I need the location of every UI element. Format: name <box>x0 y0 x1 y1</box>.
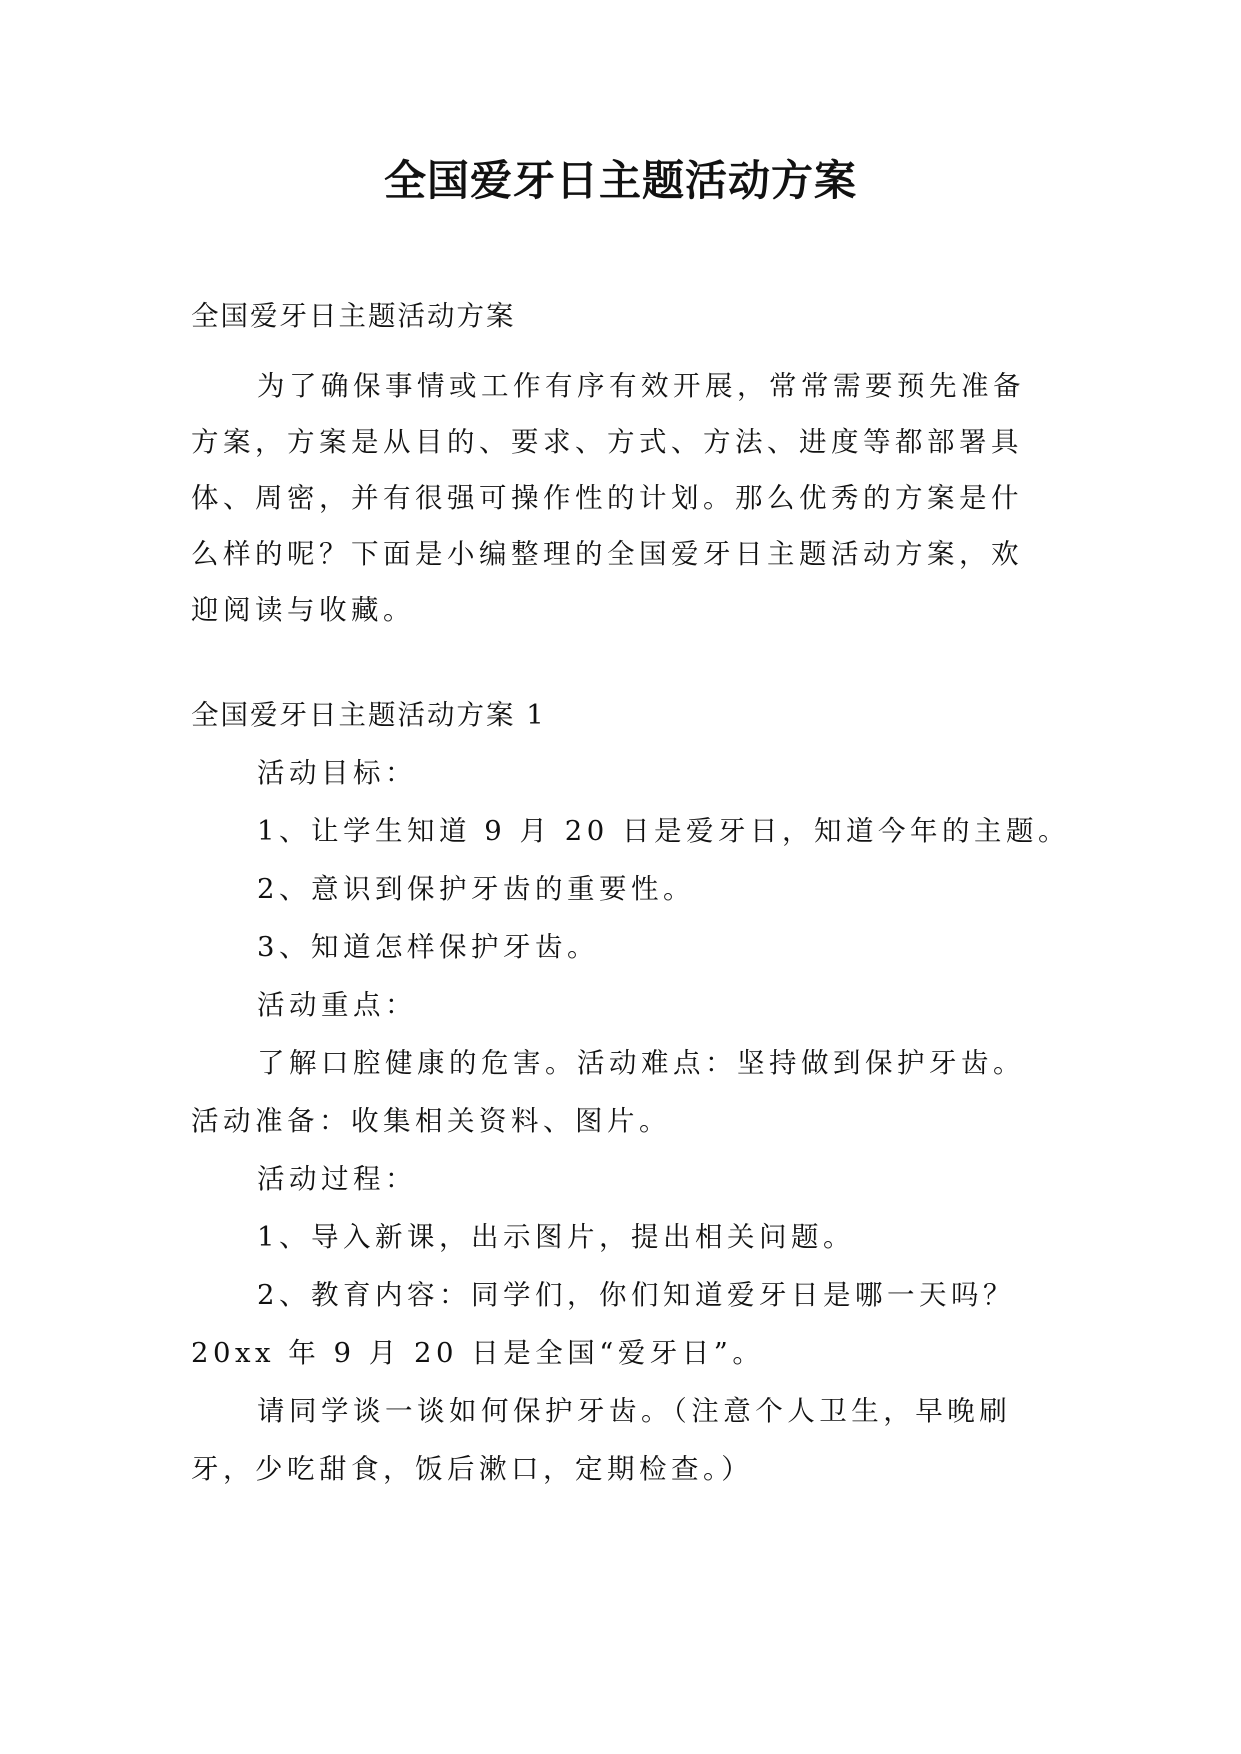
intro-line: 方案，方案是从目的、要求、方式、方法、进度等都部署具 <box>191 426 1023 458</box>
document-subtitle: 全国爱牙日主题活动方案 <box>191 300 516 332</box>
section-heading: 全国爱牙日主题活动方案 1 <box>191 699 546 731</box>
body-line: 20xx 年 9 月 20 日是全国“爱牙日”。 <box>191 1337 765 1369</box>
document-title: 全国爱牙日主题活动方案 <box>383 156 857 205</box>
body-line: 3、知道怎样保护牙齿。 <box>257 931 599 963</box>
body-line: 牙，少吃甜食，饭后漱口，定期检查。） <box>191 1453 754 1485</box>
intro-line: 迎阅读与收藏。 <box>191 594 415 626</box>
body-line: 活动重点： <box>257 989 417 1021</box>
body-line: 2、意识到保护牙齿的重要性。 <box>257 873 695 905</box>
intro-line: 体、周密，并有很强可操作性的计划。那么优秀的方案是什 <box>191 482 1023 514</box>
body-line: 了解口腔健康的危害。活动难点：坚持做到保护牙齿。 <box>257 1047 1025 1079</box>
body-line: 活动过程： <box>257 1163 417 1195</box>
intro-line: 为了确保事情或工作有序有效开展，常常需要预先准备 <box>257 370 1025 402</box>
body-line: 活动目标： <box>257 757 417 789</box>
body-line: 2、教育内容：同学们，你们知道爱牙日是哪一天吗？ <box>257 1279 1015 1311</box>
body-line: 活动准备：收集相关资料、图片。 <box>191 1105 671 1137</box>
body-line: 请同学谈一谈如何保护牙齿。（注意个人卫生，早晚刷 <box>257 1395 1012 1427</box>
body-line: 1、导入新课，出示图片，提出相关问题。 <box>257 1221 855 1253</box>
body-line: 1、让学生知道 9 月 20 日是爱牙日，知道今年的主题。 <box>257 815 1070 847</box>
intro-line: 么样的呢？下面是小编整理的全国爱牙日主题活动方案，欢 <box>191 538 1023 570</box>
